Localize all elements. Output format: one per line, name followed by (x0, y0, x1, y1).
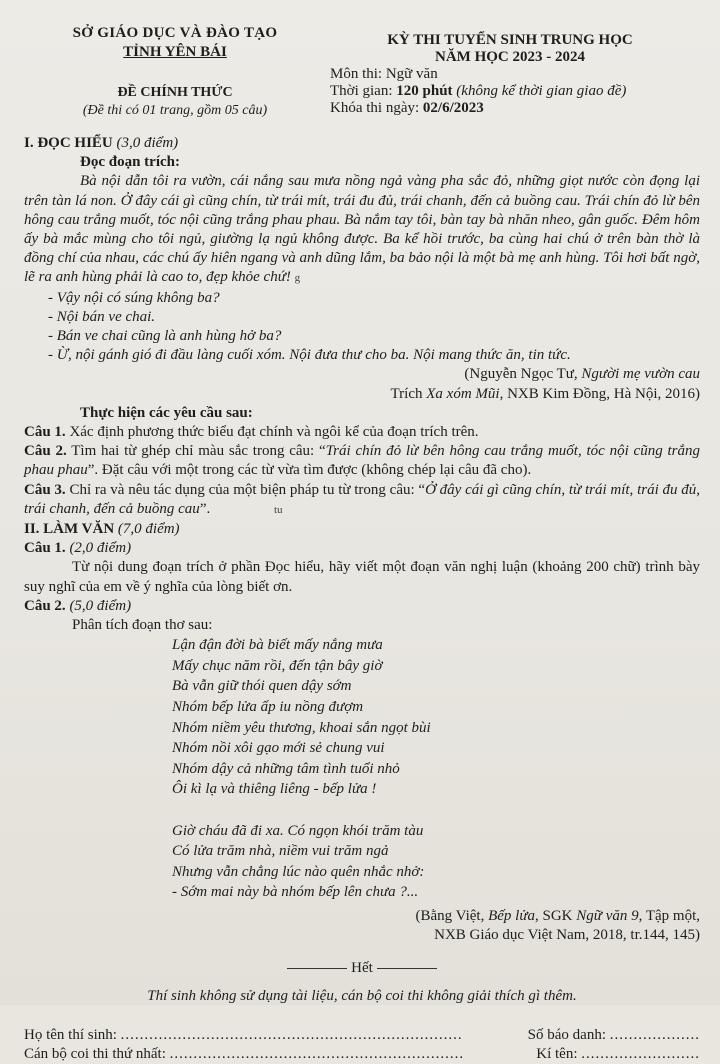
question-points: (2,0 điểm) (69, 540, 132, 557)
department-name: SỞ GIÁO DỤC VÀ ĐÀO TẠO (72, 25, 278, 41)
poem-line: Nhóm nồi xôi gạo mới sẻ chung vui (172, 740, 385, 757)
poem-line: Lận đận đời bà biết mấy nắng mưa (172, 637, 383, 654)
textbook-name: Ngữ văn 9 (576, 908, 639, 924)
poem-line: Giờ cháu đã đi xa. Có ngọn khói trăm tàu (172, 822, 424, 839)
province-name: TỈNH YÊN BÁI (123, 44, 227, 60)
poem-line: Bà vẫn giữ thói quen dậy sớm (172, 678, 352, 695)
poem-line: Mấy chục năm rồi, đến tận bây giờ (172, 657, 383, 674)
writing-question-2-text: Phân tích đoạn thơ sau: (72, 617, 213, 634)
proctor-row (24, 1045, 700, 1064)
question-text: Chỉ ra và nêu tác dụng của một biện pháp tu từ trong câu: “ (69, 481, 426, 498)
poem-line: Nhóm niềm yêu thương, khoai sắn ngọt bùi (172, 719, 431, 736)
date-line (330, 100, 720, 117)
question-label: Câu 1. (24, 540, 66, 557)
section2-title: II. LÀM VĂN (24, 521, 115, 538)
quoted-sentence: Ở đây cái gì cũng chín, từ trái mít, trái đu đủ, trái chanh, đến cả buồng cau (24, 481, 701, 517)
candidate-number-label: Số báo danh: (527, 1026, 606, 1043)
time-note: (không kể thời gian giao đề) (456, 83, 627, 99)
question-label: Câu 2. (24, 597, 66, 614)
question-text: Tìm hai từ ghép chỉ màu sắc trong câu: “ (71, 443, 326, 460)
writing-question-1-text: Từ nội dung đoạn trích ở phần Đọc hiểu, hãy viết một đoạn văn nghị luận (khoảng 200 chữ) trình bày suy nghĩ của em về ý nghĩa của lòng biết ơn. (24, 559, 700, 595)
signature-label: Kí tên: (536, 1046, 578, 1063)
exam-body (24, 134, 700, 1064)
poem-author: (Bằng Việt, (415, 908, 485, 924)
question-text: Xác định phương thức biểu đạt chính và ngôi kể của đoạn trích trên. (69, 424, 479, 441)
source-author: (Nguyễn Ngọc Tư, (464, 366, 578, 383)
candidate-name-field: Họ tên thí sinh: ........................................................................ (24, 1026, 463, 1043)
question-label: Câu 1. (24, 424, 66, 441)
date-value: 02/6/2023 (422, 100, 484, 116)
dialog-line: - Ừ, nội gánh gió đi đầu làng cuối xóm. Nội đưa thư cho ba. Nội mang thức ăn, tin tức. (48, 347, 571, 364)
school-year: NĂM HỌC 2023 - 2024 (435, 49, 585, 65)
question-text-end: ”. Đặt câu với một trong các từ vừa tìm được (không chép lại câu đã cho). (87, 462, 532, 479)
dialog-line: - Bán ve chai cũng là anh hùng hở ba? (48, 328, 282, 345)
end-line-right (377, 968, 437, 969)
dialog-line: - Vậy nội có súng không ba? (48, 289, 220, 306)
poem-line: Có lửa trăm nhà, niềm vui trăm ngả (172, 843, 389, 860)
date-label: Khóa thi ngày: (330, 100, 420, 116)
quoted-sentence: Trái chín đỏ lừ bên hông cau trắng muốt, tóc nội cũng trắng phau phau (24, 443, 700, 479)
stray-mark: tu (273, 503, 283, 516)
poem-line: - Sớm mai này bà nhóm bếp lên chưa ?... (172, 884, 419, 901)
section1-title: I. ĐỌC HIỂU (24, 135, 113, 151)
poem-source-text: , SGK (535, 908, 573, 924)
stray-mark: g (294, 272, 301, 285)
instruction-note: Thí sinh không sử dụng tài liệu, cán bộ coi thi không giải thích gì thêm. (147, 987, 577, 1004)
writing-question-1-heading (24, 539, 700, 558)
signature-field: Kí tên: ......................... (536, 1046, 700, 1063)
section1-points: (3,0 điểm) (116, 135, 179, 151)
poem-line: Nhóm bếp lửa ấp iu nồng đượm (172, 699, 364, 716)
reading-question-3 (24, 481, 700, 520)
end-text: Hết (351, 960, 373, 977)
poem-source-1 (24, 907, 700, 926)
poem-title: Bếp lửa (488, 908, 535, 924)
candidate-info (24, 1026, 700, 1064)
time-value: 120 phút (396, 83, 453, 99)
candidate-row (24, 1026, 700, 1045)
header-left (30, 25, 320, 119)
dialog-line: - Nội bán ve chai. (48, 308, 156, 325)
time-line (330, 83, 720, 100)
passage-source-2 (24, 385, 700, 404)
poem-line: Nhóm dậy cả những tâm tình tuổi nhỏ (172, 760, 400, 777)
source-title: Người mẹ vườn cau (581, 366, 700, 383)
exam-title: KỲ THI TUYỂN SINH TRUNG HỌC (387, 32, 633, 48)
poem (172, 635, 700, 903)
source-prefix: Trích (390, 385, 423, 402)
question-label: Câu 3. (24, 481, 66, 498)
reading-question-2 (24, 442, 700, 480)
proctor-label: Cán bộ coi thi thứ nhất: (24, 1046, 166, 1063)
passage-source-1 (24, 365, 700, 384)
reading-question-1 (24, 423, 700, 442)
tasks-label: Thực hiện các yêu cầu sau: (80, 404, 253, 421)
reading-passage (24, 172, 700, 288)
question-points: (5,0 điểm) (69, 597, 132, 614)
section2-points: (7,0 điểm) (117, 521, 180, 538)
end-line-left (287, 968, 347, 969)
header-right (330, 32, 720, 117)
source-book: Xa xóm Mũi (426, 385, 500, 402)
read-label: Đọc đoạn trích: (80, 154, 180, 171)
proctor-field: Cán bộ coi thi thứ nhất: .............................................................. (24, 1046, 465, 1063)
subject-line: Môn thi: Ngữ văn (330, 66, 438, 82)
pages-note: (Đề thi có 01 trang, gồm 05 câu) (82, 103, 268, 118)
dialog-list (24, 289, 700, 366)
poem-line: Nhưng vẫn chẳng lúc nào quên nhắc nhở: (172, 863, 425, 880)
section1-heading (24, 134, 700, 153)
poem-source-2: NXB Giáo dục Việt Nam, 2018, tr.144, 145) (434, 927, 700, 944)
passage-text: Bà nội dẫn tôi ra vườn, cái nắng sau mưa nồng ngả vàng pha sắc đỏ, những giọt nước còn đọng lại trên tàn lá non. Ở đây cái gì cũng chín, từ trái mít, trái đu đủ, trái chanh, đến cả buồng cau. Trái chín đỏ lừ bên hông cau trắng muốt, tóc nội cũng trắng phau phau. Bà nắm tay tôi, bàn tay bà nhăn nheo, gân guốc. Đêm hôm ấy bà mắc mùng cho tôi ngủ, giường lạ ngủ không được. Ba kể hồi trước, ba cùng hai chú ở trên bàn thờ là đồng chí của nhau, các chú ấy hiên ngang và anh dũng lắm, ba bảo nội là một bà mẹ anh hùng. Tôi hơi bất ngờ, lẽ ra anh hùng phải là cao to, đẹp khỏe chứ! (24, 173, 700, 286)
poem-line: Ôi kì lạ và thiêng liêng - bếp lửa ! (172, 781, 377, 798)
source-publisher: , NXB Kim Đồng, Hà Nội, 2016) (499, 385, 700, 402)
stanza-gap (172, 800, 700, 821)
question-text-end: ”. (199, 500, 211, 517)
time-label: Thời gian: (330, 83, 393, 99)
end-marker (24, 959, 700, 978)
writing-question-2-heading (24, 597, 700, 616)
official-label: ĐỀ CHÍNH THỨC (117, 85, 233, 100)
section2-heading (24, 520, 700, 539)
poem-source-volume: , Tập một, (638, 908, 700, 924)
candidate-number-field: Số báo danh: ................... (527, 1026, 700, 1043)
candidate-name-label: Họ tên thí sinh: (24, 1026, 117, 1043)
question-label: Câu 2. (24, 443, 67, 460)
